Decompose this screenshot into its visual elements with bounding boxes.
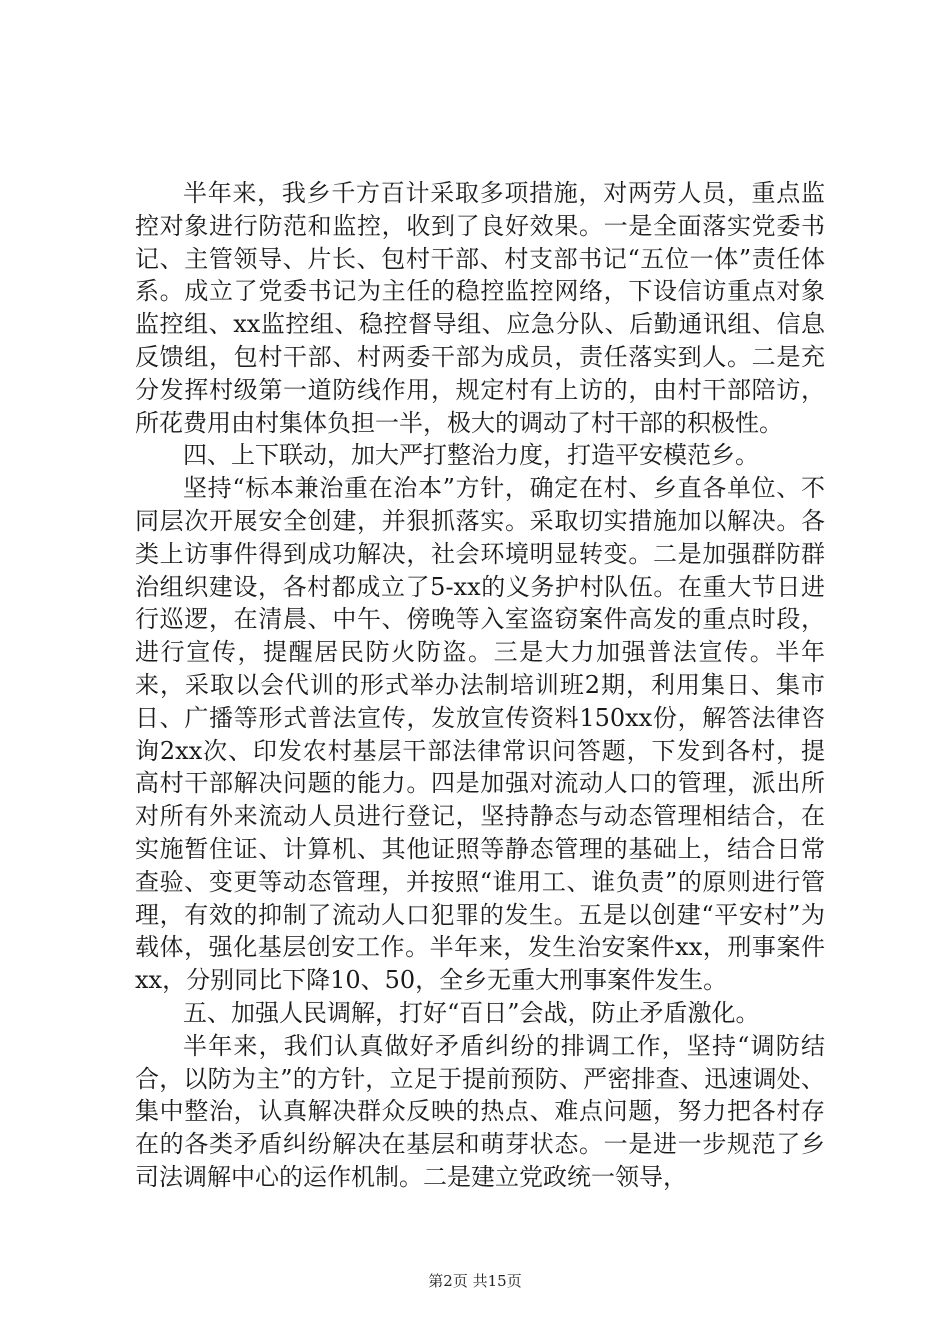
page-number-footer: 第2页 共15页 [428,1272,522,1290]
section-heading-four: 四、上下联动，加大严打整治力度，打造平安模范乡。 [183,441,759,470]
paragraph-mediation: 半年来，我们认真做好矛盾纠纷的排调工作，坚持“调防结合，以防为主”的方针，立足于提前预防、严密排查、迅速调处、集中整治，认真解决群众反映的热点、难点问题，努力把各村存在的各类矛盾纠纷解决在基层和萌芽状态。一是进一步规范了乡司法调解中心的运作机制。二是建立党政统一领导， [135,1031,825,1191]
paragraph-monitoring: 半年来，我乡千方百计采取多项措施，对两劳人员，重点监控对象进行防范和监控，收到了良好效果。一是全面落实党委书记、主管领导、片长、包村干部、村支部书记“五位一体”责任体系。成立了党委书记为主任的稳控监控网络，下设信访重点对象监控组、xx监控组、稳控督导组、应急分队、后勤通讯组、信息反馈组，包村干部、村两委干部为成员，责任落实到人。二是充分发挥村级第一道防线作用，规定村有上访的，由村干部陪访，所花费用由村集体负担一半，极大的调动了村干部的积极性。 [135,179,825,437]
document-body [135,177,825,1194]
paragraph-crackdown: 坚持“标本兼治重在治本”方针，确定在村、乡直各单位、不同层次开展安全创建，并狠抓落实。采取切实措施加以解决。各类上访事件得到成功解决，社会环境明显转变。二是加强群防群治组织建设，各村都成立了5-xx的义务护村队伍。在重大节日进行巡逻，在清晨、中午、傍晚等入室盗窃案件高发的重点时段，进行宣传，提醒居民防火防盗。三是大力加强普法宣传。半年来，采取以会代训的形式举办法制培训班2期，利用集日、集市日、广播等形式普法宣传，发放宣传资料150xx份，解答法律咨询2xx次、印发农村基层干部法律常识问答题，下发到各村，提高村干部解决问题的能力。四是加强对流动人口的管理，派出所对所有外来流动人员进行登记，坚持静态与动态管理相结合，在实施暂住证、计算机、其他证照等静态管理的基础上，结合日常查验、变更等动态管理，并按照“谁用工、谁负责”的原则进行管理，有效的抑制了流动人口犯罪的发生。五是以创建“平安村”为载体，强化基层创安工作。半年来，发生治安案件xx，刑事案件xx，分别同比下降10、50，全乡无重大刑事案件发生。 [135,474,825,995]
section-heading-five: 五、加强人民调解，打好“百日”会战，防止矛盾激化。 [183,998,760,1027]
